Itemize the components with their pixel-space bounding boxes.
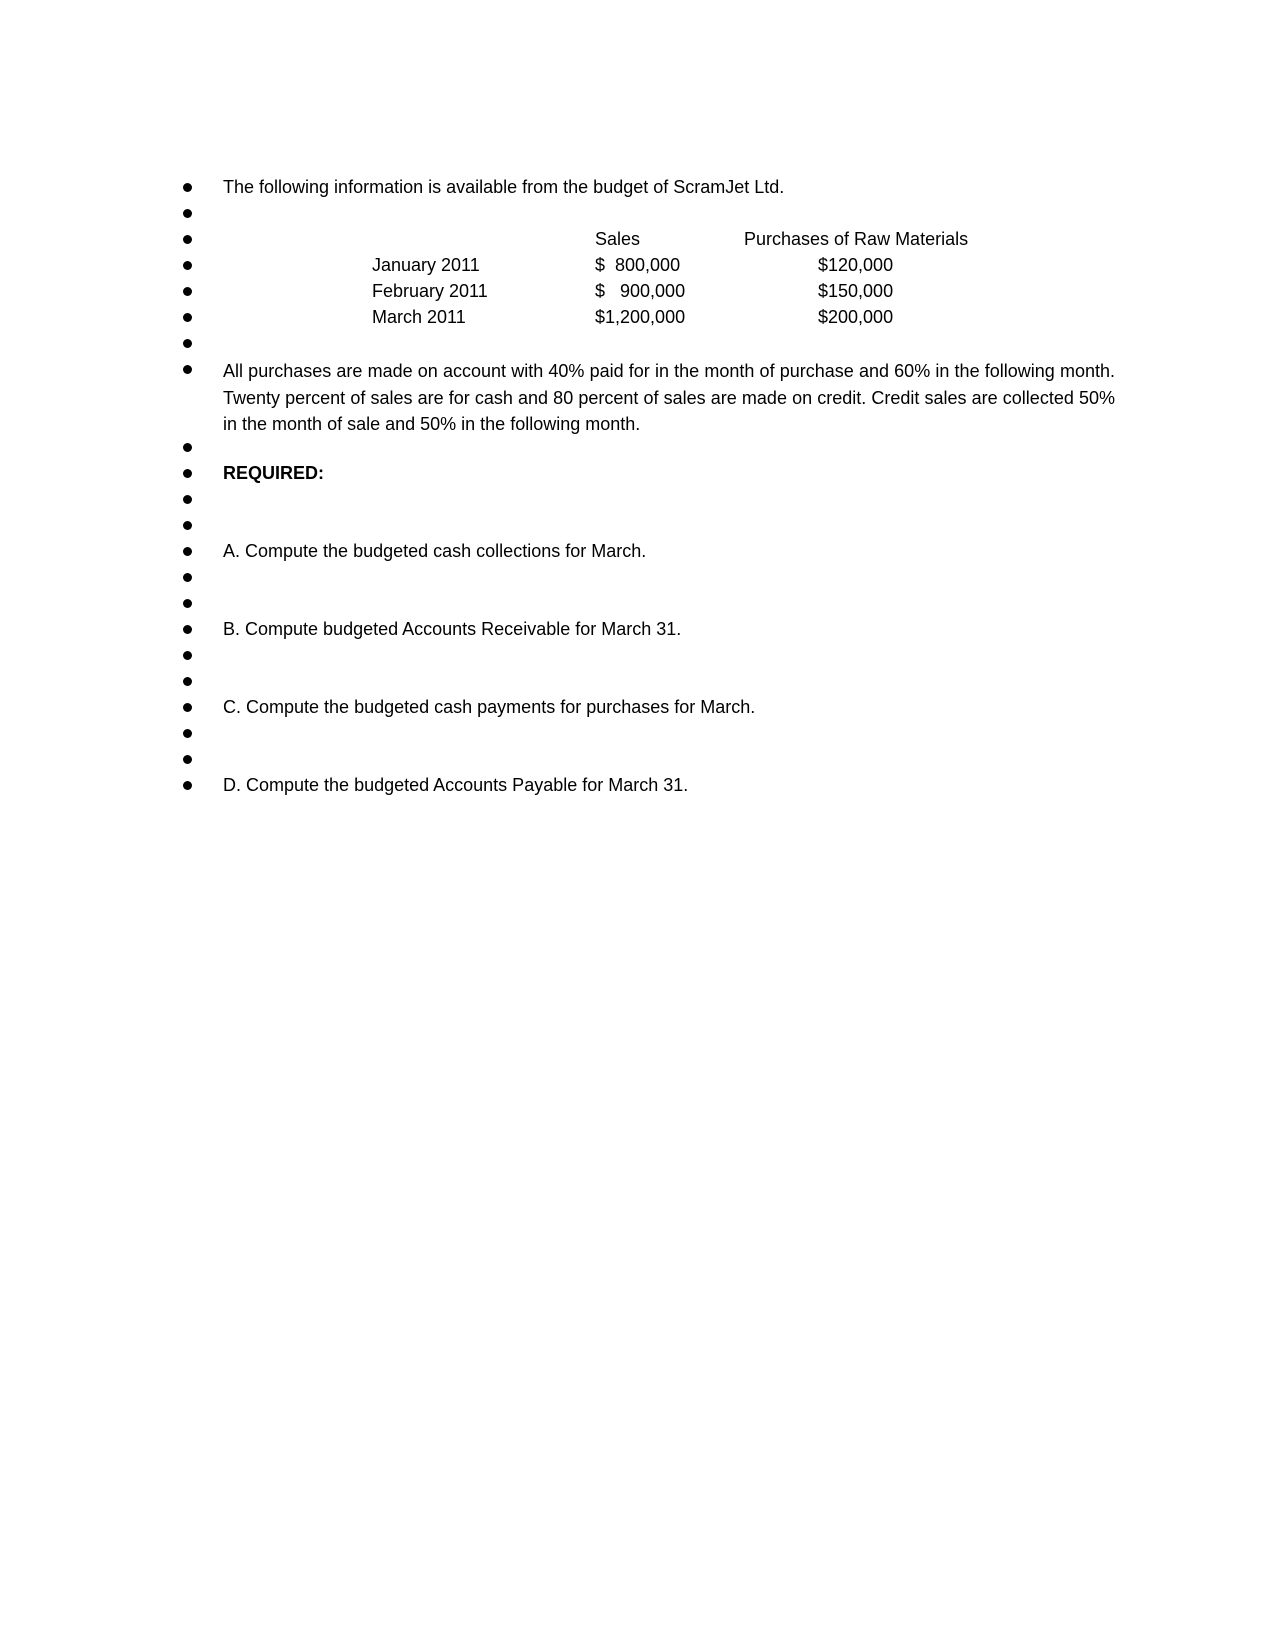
bullet-icon	[183, 625, 192, 634]
bullet-icon	[183, 547, 192, 556]
table-header-row	[0, 226, 1275, 252]
list-item	[0, 538, 1275, 564]
list-item	[0, 642, 1275, 668]
header-sales: Sales	[595, 229, 641, 249]
list-item	[0, 616, 1275, 642]
sales-cell: $ 800,000	[595, 255, 681, 275]
bullet-icon	[183, 729, 192, 738]
month-cell: January 2011	[372, 255, 480, 275]
required-heading: REQUIRED:	[223, 463, 325, 483]
question-a: A. Compute the budgeted cash collections for March.	[223, 541, 647, 561]
terms-paragraph: All purchases are made on account with 40% paid for in the month of purchase and 60% in the following month. Twenty percent of sales are for cash and 80 percent of sales are made on credit. Credit sales are collected 50% in the month of sale and 50% in the following month.	[223, 361, 1115, 434]
table-row	[0, 304, 1275, 330]
list-item	[0, 486, 1275, 512]
bullet-icon	[183, 573, 192, 582]
bullet-icon	[183, 521, 192, 530]
purchases-cell: $200,000	[818, 307, 894, 327]
list-item	[0, 512, 1275, 538]
list-item	[0, 746, 1275, 772]
bullet-icon	[183, 287, 192, 296]
bullet-icon	[183, 443, 192, 452]
purchases-cell: $120,000	[818, 255, 894, 275]
bullet-icon	[183, 339, 192, 348]
bullet-icon	[183, 677, 192, 686]
bullet-icon	[183, 469, 192, 478]
list-item	[0, 668, 1275, 694]
list-item	[0, 460, 1275, 486]
bullet-icon	[183, 703, 192, 712]
month-cell: March 2011	[372, 307, 466, 327]
bullet-icon	[183, 183, 192, 192]
bullet-icon	[183, 235, 192, 244]
table-row	[0, 278, 1275, 304]
list-item	[0, 174, 1275, 200]
question-d: D. Compute the budgeted Accounts Payable for March 31.	[223, 775, 689, 795]
bullet-icon	[183, 365, 192, 374]
bullet-icon	[183, 651, 192, 660]
table-row	[0, 252, 1275, 278]
sales-cell: $1,200,000	[595, 307, 686, 327]
bullet-icon	[183, 755, 192, 764]
list-item	[0, 590, 1275, 616]
month-cell: February 2011	[372, 281, 488, 301]
list-item	[0, 772, 1275, 798]
question-b: B. Compute budgeted Accounts Receivable for March 31.	[223, 619, 682, 639]
bullet-icon	[183, 495, 192, 504]
list-item	[0, 720, 1275, 746]
bullet-icon	[183, 781, 192, 790]
list-item	[0, 330, 1275, 356]
bullet-icon	[183, 261, 192, 270]
header-purchases: Purchases of Raw Materials	[744, 229, 969, 249]
bullet-icon	[183, 209, 192, 218]
question-c: C. Compute the budgeted cash payments for purchases for March.	[223, 697, 756, 717]
bullet-icon	[183, 599, 192, 608]
list-item	[0, 200, 1275, 226]
purchases-cell: $150,000	[818, 281, 894, 301]
list-item	[0, 434, 1275, 460]
bullet-icon	[183, 313, 192, 322]
intro-text: The following information is available from the budget of ScramJet Ltd.	[223, 177, 785, 197]
sales-cell: $ 900,000	[595, 281, 686, 301]
list-item	[0, 564, 1275, 590]
list-item	[0, 694, 1275, 720]
